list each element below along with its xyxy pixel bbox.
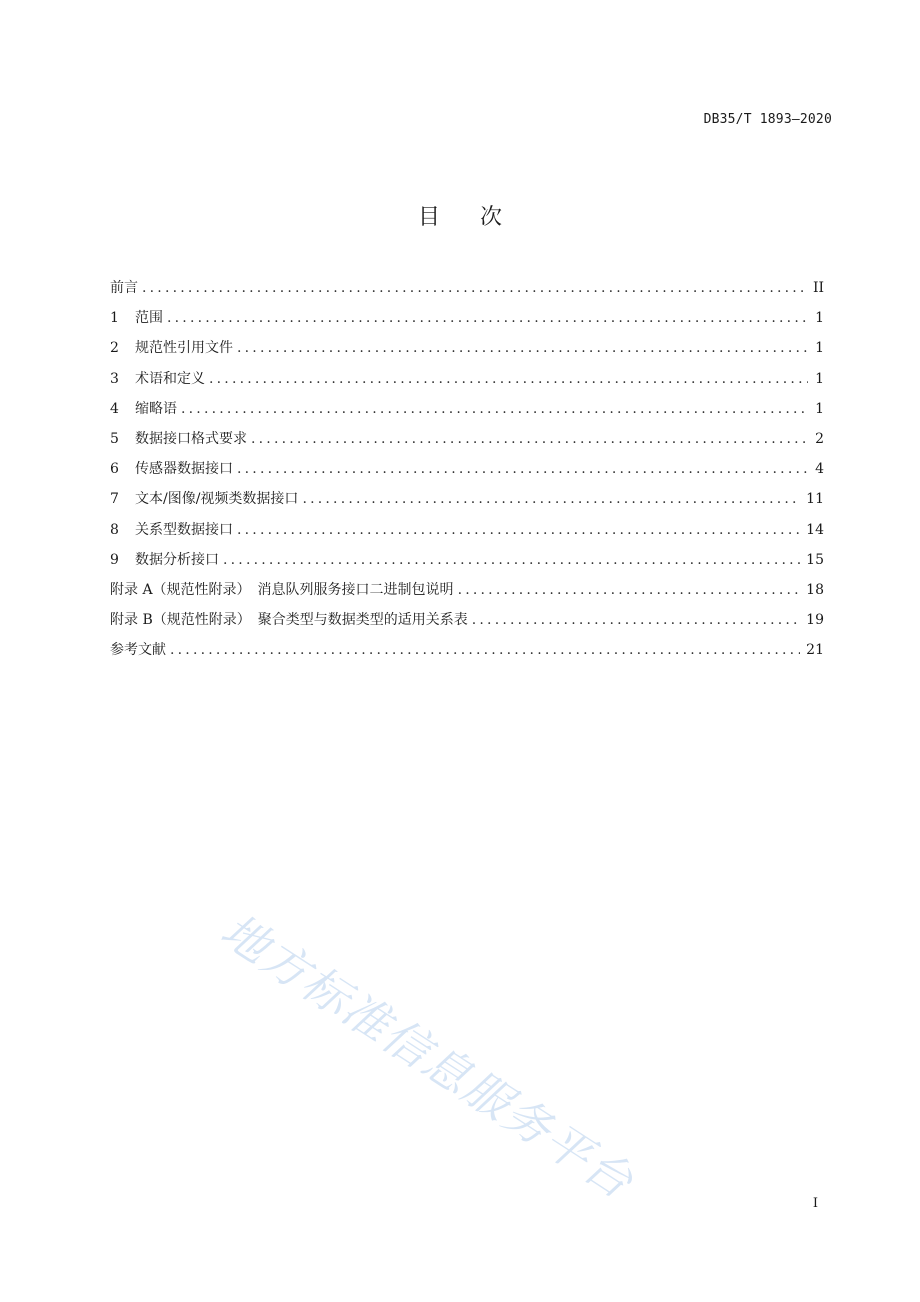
toc-leader-dots <box>472 610 800 630</box>
toc-entry-label: 参考文献 <box>110 642 166 659</box>
toc-entry-relational-interface[interactable] <box>110 520 824 550</box>
toc-leader-dots <box>223 550 800 570</box>
toc-entry-text: 文本/图像/视频类数据接口 <box>135 491 299 508</box>
toc-entry-scope[interactable] <box>110 308 824 338</box>
toc-leader-dots <box>170 640 800 660</box>
toc-entry-appendix-a[interactable] <box>110 580 824 610</box>
toc-entry-label <box>110 489 298 509</box>
toc-entry-normative-references[interactable] <box>110 338 824 368</box>
toc-entry-page: 2 <box>815 430 824 447</box>
toc-leader-dots <box>142 278 807 298</box>
toc-entry-media-interface[interactable] <box>110 489 824 519</box>
toc-entry-label: 附录 A（规范性附录） 消息队列服务接口二进制包说明 <box>110 581 454 598</box>
toc-entry-terms[interactable] <box>110 369 824 399</box>
toc-entry-number: 3 <box>110 370 119 387</box>
page-title: 目次 <box>417 205 542 230</box>
toc-entry-text: 传感器数据接口 <box>135 461 233 478</box>
toc-entry-abbreviations[interactable] <box>110 399 824 429</box>
toc-leader-dots <box>237 520 800 540</box>
page-number: I <box>812 1196 818 1211</box>
toc-entry-label <box>110 550 219 570</box>
toc-entry-number: 1 <box>110 310 119 327</box>
toc-entry-page: 1 <box>815 340 824 357</box>
toc-entry-bibliography[interactable] <box>110 640 824 670</box>
toc-entry-text: 关系型数据接口 <box>135 521 233 538</box>
toc-entry-page: II <box>812 280 824 296</box>
toc-entry-sensor-interface[interactable] <box>110 459 824 489</box>
toc-entry-number: 4 <box>110 400 119 417</box>
toc-entry-number: 5 <box>110 430 119 447</box>
toc-entry-foreword[interactable] <box>110 278 824 308</box>
toc-entry-analysis-interface[interactable] <box>110 550 824 580</box>
toc-entry-label <box>110 338 233 358</box>
toc-entry-label <box>110 369 205 389</box>
toc-entry-number: 7 <box>110 491 119 508</box>
toc-entry-text: 缩略语 <box>135 400 177 417</box>
toc-entry-number: 9 <box>110 551 119 568</box>
toc-entry-page: 1 <box>815 310 824 327</box>
toc-entry-page: 11 <box>806 491 824 508</box>
toc-entry-page: 1 <box>815 370 824 387</box>
document-code: DB35/T 1893—2020 <box>703 112 832 127</box>
toc-entry-label: 前言 <box>110 280 138 296</box>
toc-entry-page: 4 <box>815 461 824 478</box>
toc-entry-number: 6 <box>110 461 119 478</box>
toc-entry-label <box>110 429 247 449</box>
toc-leader-dots <box>458 580 801 600</box>
toc-entry-page: 1 <box>815 400 824 417</box>
toc-entry-label <box>110 520 233 540</box>
toc-entry-page: 21 <box>806 642 824 659</box>
toc-entry-text: 数据接口格式要求 <box>135 430 247 447</box>
table-of-contents <box>110 278 824 670</box>
toc-leader-dots <box>251 429 808 449</box>
toc-leader-dots <box>237 338 808 358</box>
watermark: 地方标准信息服务平台 <box>211 902 644 1210</box>
toc-entry-label <box>110 399 177 419</box>
toc-entry-interface-format[interactable] <box>110 429 824 459</box>
toc-leader-dots <box>237 459 808 479</box>
toc-entry-page: 18 <box>806 581 824 598</box>
toc-entry-number: 2 <box>110 340 119 357</box>
toc-entry-number: 8 <box>110 521 119 538</box>
toc-entry-page: 14 <box>806 521 824 538</box>
toc-entry-label <box>110 308 163 328</box>
toc-entry-page: 19 <box>806 612 824 629</box>
toc-entry-text: 规范性引用文件 <box>135 340 233 357</box>
toc-leader-dots <box>209 369 808 389</box>
toc-entry-text: 数据分析接口 <box>135 551 219 568</box>
toc-leader-dots <box>181 399 808 419</box>
toc-entry-appendix-b[interactable] <box>110 610 824 640</box>
toc-leader-dots <box>167 308 808 328</box>
toc-entry-label <box>110 459 233 479</box>
toc-leader-dots <box>302 489 800 509</box>
toc-entry-page: 15 <box>806 551 824 568</box>
toc-entry-text: 术语和定义 <box>135 370 205 387</box>
toc-entry-text: 范围 <box>135 310 163 327</box>
toc-entry-label: 附录 B（规范性附录） 聚合类型与数据类型的适用关系表 <box>110 612 468 629</box>
